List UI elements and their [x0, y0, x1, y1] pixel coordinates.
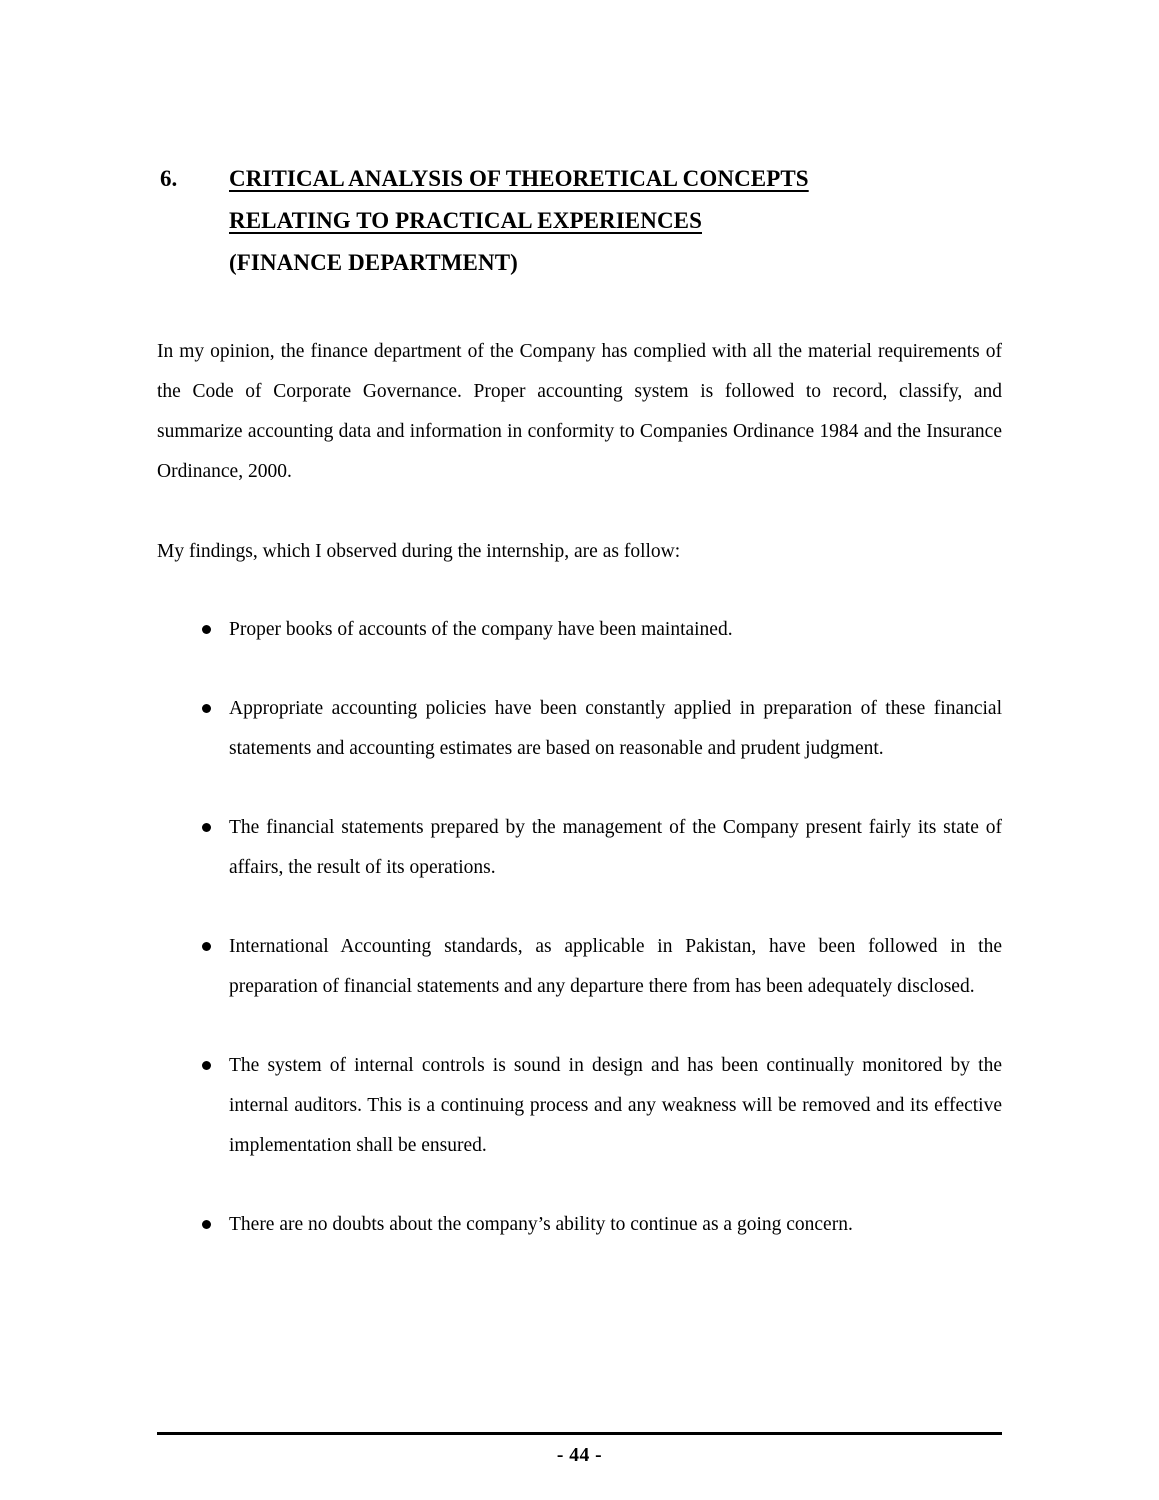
page-content — [157, 0, 1002, 1245]
bullet-icon — [202, 1061, 211, 1070]
list-item-text: The system of internal controls is sound in design and has been continually monitored by the internal auditors. This is a continuing process and any weakness will be removed and its effective implementation shall be ensured. — [229, 1055, 1002, 1156]
bullet-icon — [202, 1220, 211, 1229]
footer-divider — [157, 1432, 1002, 1435]
list-item-text: International Accounting standards, as applicable in Pakistan, have been followed in the preparation of financial statements and any departure there from has been adequately disclosed. — [229, 936, 1002, 997]
list-item — [157, 1046, 1002, 1166]
section-heading-line-1 — [229, 158, 1002, 200]
list-item — [157, 927, 1002, 1007]
list-item-text: The financial statements prepared by the management of the Company present fairly its state of affairs, the result of its operations. — [229, 817, 1002, 878]
list-item — [157, 808, 1002, 888]
list-item-text: Appropriate accounting policies have been constantly applied in preparation of these financial statements and accounting estimates are based on reasonable and prudent judgment. — [229, 698, 1002, 759]
list-item — [157, 689, 1002, 769]
section-heading-line-1-text: CRITICAL ANALYSIS OF THEORETICAL CONCEPTS — [229, 166, 809, 191]
section-heading-line-2-text: RELATING TO PRACTICAL EXPERIENCES — [229, 208, 702, 233]
bullet-icon — [202, 942, 211, 951]
section-number: 6. — [160, 166, 178, 191]
bullet-icon — [202, 823, 211, 832]
section-heading-line-2 — [229, 200, 1002, 242]
bullet-icon — [202, 704, 211, 713]
findings-list — [157, 610, 1002, 1245]
section-heading-line-3 — [229, 242, 1002, 284]
findings-lead-in-paragraph: My findings, which I observed during the internship, are as follow: — [157, 541, 681, 562]
section-heading-line-3-text: (FINANCE DEPARTMENT) — [229, 250, 518, 275]
list-item — [157, 1205, 1002, 1245]
page-number: - 44 - — [556, 1445, 603, 1466]
list-item-text: Proper books of accounts of the company have been maintained. — [229, 619, 733, 640]
section-heading-lines — [229, 158, 1002, 284]
list-item — [157, 610, 1002, 650]
section-heading — [157, 0, 1002, 284]
list-item-text: There are no doubts about the company’s ability to continue as a going concern. — [229, 1214, 853, 1235]
intro-paragraph: In my opinion, the finance department of the Company has complied with all the material requirements of the Code of Corporate Governance. Proper accounting system is followed to record, classify, and summarize accounting data and information in conformity to Companies Ordinance 1984 and the Insurance Ordinance, 2000. — [157, 341, 1002, 482]
page-footer — [157, 1432, 1002, 1467]
bullet-icon — [202, 625, 211, 634]
